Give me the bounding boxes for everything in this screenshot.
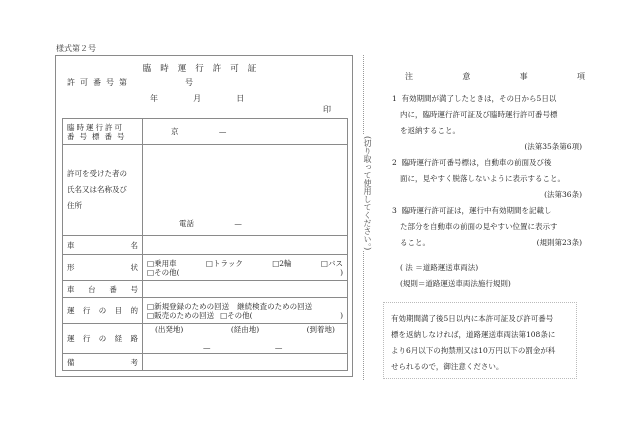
phone-label: 電話 (179, 219, 194, 228)
checkbox-truck[interactable]: □トラック (205, 258, 243, 268)
checkbox-two-wheel[interactable]: □2輪 (272, 258, 292, 268)
route-via-header: (経由地) (230, 325, 260, 334)
note-item-2: 2 臨時運行許可番号標は，自動車の前面及び後 面に，見やすく脱落しないように表示すること。 (法第36条) (392, 155, 582, 203)
route-dash-2: — (274, 343, 283, 352)
row-car-name (63, 236, 348, 255)
row-body-type (63, 255, 348, 281)
row-route (63, 324, 348, 354)
route-dash-1: — (203, 343, 211, 352)
checkbox-sale-transport[interactable]: □販売のための回送 (147, 310, 215, 320)
form-number-label: 様式第２号 (56, 44, 96, 53)
value-plate-number[interactable] (143, 119, 348, 145)
date-day: 日 (236, 94, 245, 103)
label-plate-number: 臨時運行許可 番号標番号 (63, 119, 143, 145)
row-plate-number (63, 119, 348, 145)
label-chassis-number: 車 台 番 号 (63, 281, 143, 298)
note-item-1: 1 有効期間が満了したときは，その日から5日以 内に，臨時運行許可証及び臨時運行許可番号標 を返納すること。 (法第35条第6項) (392, 91, 582, 155)
label-remarks: 備 考 (63, 354, 143, 371)
row-chassis-number (63, 281, 348, 298)
checkbox-new-registration[interactable]: □新規登録のための回送 (147, 301, 230, 311)
row-remarks (63, 354, 348, 371)
value-body-type: □乗用車 □トラック □2輪 □バス □その他( ) (143, 255, 348, 281)
value-holder[interactable] (143, 145, 348, 236)
plate-prefix: 京 (171, 127, 179, 136)
value-chassis-number[interactable] (143, 281, 348, 298)
permit-table (62, 118, 348, 371)
row-holder (63, 145, 348, 236)
note-ref-2: (法第36条) (544, 190, 582, 199)
permit-number-label: 許可番号第 (67, 78, 132, 87)
phone-dash: — (234, 219, 242, 228)
route-origin-header: (出発地) (155, 325, 184, 334)
plate-dash: — (218, 127, 227, 136)
note-ref-1: (法第35条第6項) (524, 142, 582, 151)
penalty-warning-box: 有効期間満了後5日以内に本許可証及び許可番号 標を返納しなければ，道路運送車両法第108条に より6月以下の拘禁刑又は10万円以下の罰金が科 せられるので，御注意ください。 (383, 302, 577, 379)
date-month: 月 (193, 94, 202, 103)
label-car-name: 車 名 (63, 236, 143, 255)
issue-date (150, 93, 244, 104)
label-purpose: 運 行 の 目 的 (63, 298, 143, 324)
certificate-title: 臨時運行許可証 (142, 64, 266, 74)
value-purpose: □新規登録のための回送 継続検査のための回送 □販売のための回送 □その他( ) (143, 298, 348, 324)
label-body-type: 形 状 (63, 255, 143, 281)
checkbox-other-purpose[interactable]: □その他( (220, 310, 253, 320)
checkbox-other-type[interactable]: □その他( (147, 267, 180, 277)
value-car-name[interactable] (143, 236, 348, 255)
row-purpose (63, 298, 348, 324)
seal-mark: 印 (323, 105, 331, 114)
abbreviation-law: ( 法 ＝道路運送車両法) (400, 263, 479, 272)
label-route: 運 行 の 経 路 (63, 324, 143, 354)
note-item-3: 3 臨時運行許可証は，運行中有効期間を記載し た部分を自動車の前面の見やすい位置に表示す ること。 (規則第23条) (392, 203, 582, 251)
date-year: 年 (150, 94, 158, 103)
route-destination-header: (到着地) (306, 325, 335, 334)
note-ref-3: (規則第23条) (536, 238, 582, 247)
notes-title: 注 意 事 項 (405, 72, 585, 81)
checkbox-bus[interactable]: □バス (320, 258, 343, 268)
label-holder: 許可を受けた者の 氏名又は名称及び 住所 (63, 145, 143, 236)
cut-instruction: (切り取って使用してください。) (363, 136, 372, 251)
value-remarks[interactable] (143, 354, 348, 371)
value-route[interactable] (143, 324, 348, 354)
checkbox-passenger-car[interactable]: □乗用車 (147, 258, 177, 268)
permit-number-suffix: 号 (185, 78, 193, 87)
abbreviation-rules: (規則＝道路運送車両法施行規則) (400, 279, 511, 288)
option-continued-inspection[interactable]: 継続検査のための回送 (237, 301, 313, 311)
